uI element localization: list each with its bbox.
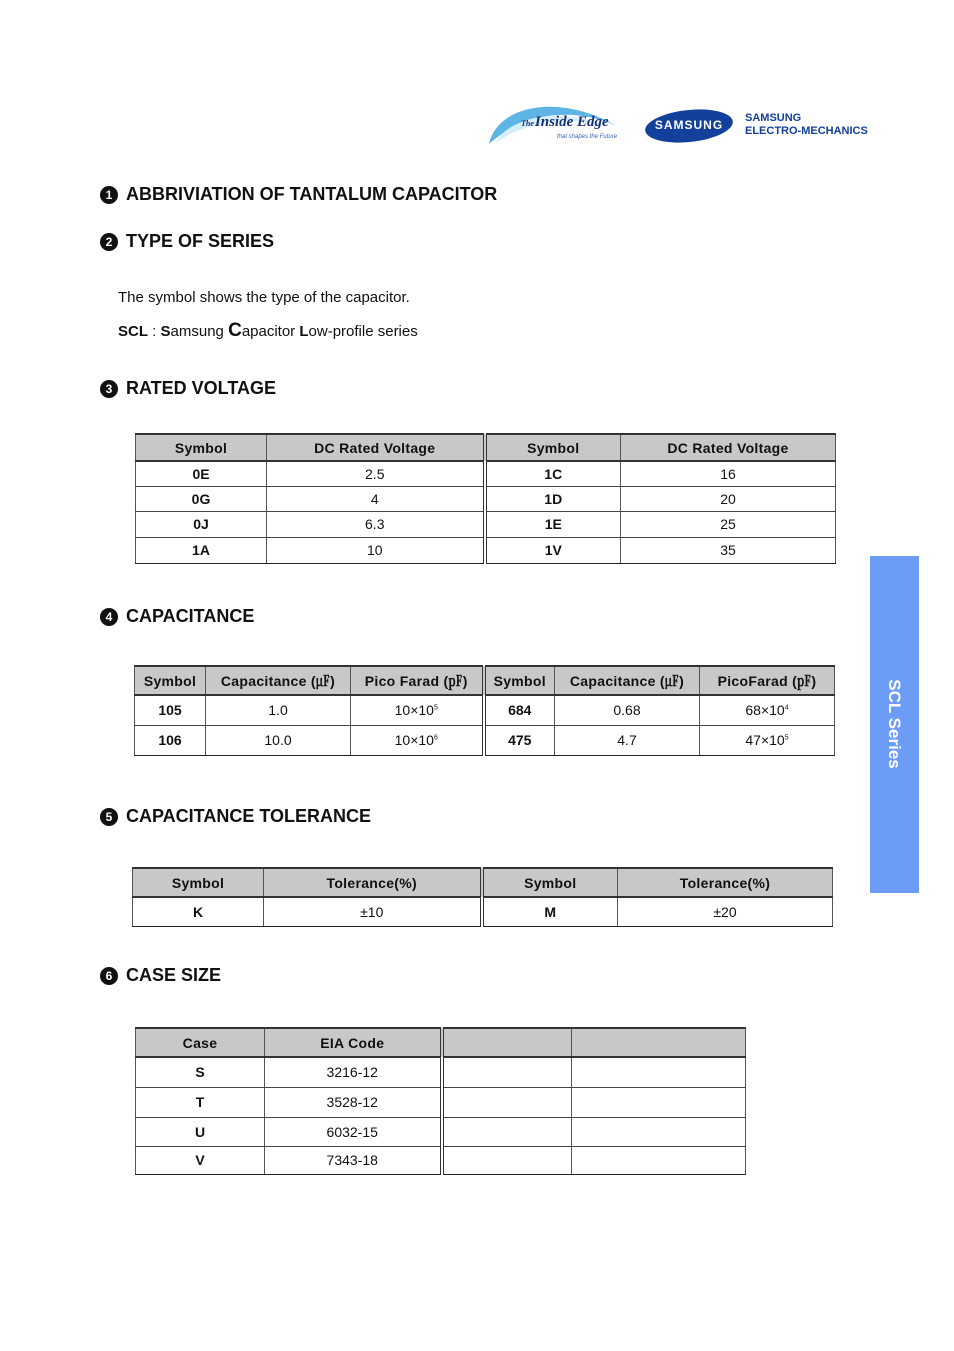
table-cell: T <box>136 1087 265 1117</box>
table-header-row <box>135 666 835 695</box>
table-cell: 4.7 <box>555 725 700 755</box>
header-cell: Pico Farad (㎊) <box>351 666 484 695</box>
table-row <box>136 1146 746 1174</box>
table-cell <box>442 1117 572 1146</box>
table-cell: 106 <box>135 725 206 755</box>
series-description: The symbol shows the type of the capacitor. <box>118 289 410 306</box>
table-cell: 1A <box>136 537 267 563</box>
section-1-heading: 1 ABBRIVIATION OF TANTALUM CAPACITOR <box>100 184 497 205</box>
scl-definition: SCL : Samsung Capacitor Low-profile series <box>118 320 418 341</box>
section-5-heading: 5 CAPACITANCE TOLERANCE <box>100 806 371 827</box>
header-cell: PicoFarad (㎊) <box>700 666 835 695</box>
header-cell: Capacitance (㎌) <box>206 666 351 695</box>
table-cell: 35 <box>621 537 836 563</box>
header-cell: Symbol <box>133 868 264 897</box>
header-cell <box>442 1028 572 1057</box>
samsung-logo: SAMSUNG <box>645 110 733 142</box>
table-cell: $10\times 10^5$ <box>351 695 484 725</box>
table-cell: 684 <box>484 695 555 725</box>
table-cell: 6.3 <box>267 511 485 537</box>
header-cell: Symbol <box>484 666 555 695</box>
table-row <box>133 897 833 926</box>
table-cell: 1D <box>485 486 621 511</box>
inside-edge-tagline: that shapes the Future <box>557 134 618 140</box>
header-cell: EIA Code <box>265 1028 442 1057</box>
header-cell: Tolerance(%) <box>264 868 482 897</box>
table-cell <box>572 1146 746 1174</box>
header-cell <box>572 1028 746 1057</box>
section-3-heading: 3 RATED VOLTAGE <box>100 378 276 399</box>
table-row <box>136 1117 746 1146</box>
header-cell: Tolerance(%) <box>618 868 833 897</box>
table-cell: 475 <box>484 725 555 755</box>
table-cell: 0G <box>136 486 267 511</box>
header-cell: Case <box>136 1028 265 1057</box>
header-cell: Symbol <box>135 666 206 695</box>
table-header-row <box>136 434 836 461</box>
table-cell: 4 <box>267 486 485 511</box>
inside-edge-title: TheInside Edge <box>521 114 609 130</box>
table-cell: V <box>136 1146 265 1174</box>
samsung-electro-mechanics-name: SAMSUNG ELECTRO-MECHANICS <box>745 112 868 137</box>
table-cell: $10\times 10^6$ <box>351 725 484 755</box>
tolerance-table <box>132 867 833 927</box>
header-cell: DC Rated Voltage <box>267 434 485 461</box>
table-cell: 1C <box>485 461 621 486</box>
table-row <box>135 695 835 725</box>
table-row <box>136 511 836 537</box>
table-cell: K <box>133 897 264 926</box>
table-row <box>136 1057 746 1087</box>
table-row <box>136 537 836 563</box>
table-cell: $47\times 10^5$ <box>700 725 835 755</box>
scl-series-side-tab <box>870 556 919 893</box>
table-cell: U <box>136 1117 265 1146</box>
table-cell: S <box>136 1057 265 1087</box>
table-cell <box>572 1087 746 1117</box>
case-size-table <box>135 1027 746 1175</box>
table-cell: 10.0 <box>206 725 351 755</box>
header-cell: Symbol <box>482 868 618 897</box>
header-cell: Symbol <box>136 434 267 461</box>
side-tab-label: SCL Series <box>885 679 904 769</box>
table-cell: 1E <box>485 511 621 537</box>
table-cell: 105 <box>135 695 206 725</box>
table-cell: 2.5 <box>267 461 485 486</box>
table-row <box>136 461 836 486</box>
table-cell: 1V <box>485 537 621 563</box>
inside-edge-logo <box>487 96 629 146</box>
table-cell <box>572 1057 746 1087</box>
table-cell <box>442 1057 572 1087</box>
table-cell: $68\times 10^4$ <box>700 695 835 725</box>
section-4-heading: 4 CAPACITANCE <box>100 606 254 627</box>
section-2-heading: 2 TYPE OF SERIES <box>100 231 274 252</box>
table-row <box>136 1087 746 1117</box>
table-cell: 1.0 <box>206 695 351 725</box>
header-cell: Symbol <box>485 434 621 461</box>
table-cell: 3528-12 <box>265 1087 442 1117</box>
table-cell: 0.68 <box>555 695 700 725</box>
table-row <box>136 486 836 511</box>
table-cell: ±10 <box>264 897 482 926</box>
header-cell: DC Rated Voltage <box>621 434 836 461</box>
table-header-row <box>136 1028 746 1057</box>
table-cell: M <box>482 897 618 926</box>
table-cell <box>442 1087 572 1117</box>
table-row <box>135 725 835 755</box>
table-cell: 25 <box>621 511 836 537</box>
table-cell <box>572 1117 746 1146</box>
table-cell: 7343-18 <box>265 1146 442 1174</box>
rated-voltage-table <box>135 433 836 564</box>
table-cell: 0E <box>136 461 267 486</box>
table-cell: 6032-15 <box>265 1117 442 1146</box>
table-header-row <box>133 868 833 897</box>
table-cell: ±20 <box>618 897 833 926</box>
table-cell: 20 <box>621 486 836 511</box>
table-cell: 10 <box>267 537 485 563</box>
section-6-heading: 6 CASE SIZE <box>100 965 221 986</box>
header-cell: Capacitance (㎌) <box>555 666 700 695</box>
table-cell: 0J <box>136 511 267 537</box>
table-cell <box>442 1146 572 1174</box>
table-cell: 16 <box>621 461 836 486</box>
table-cell: 3216-12 <box>265 1057 442 1087</box>
capacitance-table <box>134 665 835 756</box>
